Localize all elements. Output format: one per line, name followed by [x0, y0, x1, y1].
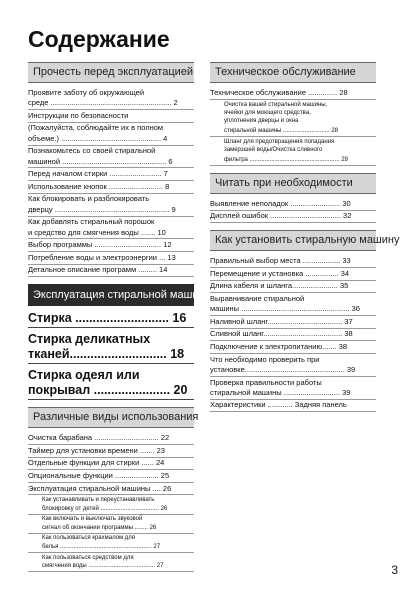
toc-entry[interactable]: Эксплуатация стиральной машины .... 26	[28, 484, 194, 496]
toc-entry[interactable]: Потребление воды и электроэнергии ... 13	[28, 253, 194, 265]
toc-entry[interactable]: Проверка правильности работы стиральной машины ........................... 39	[210, 378, 376, 400]
toc-entry[interactable]: Стирка деликатных тканей............................ 18	[28, 332, 194, 364]
toc-entry[interactable]: Как пользоваться средством для смягчения воды ........................................ 27	[28, 554, 194, 572]
toc-entry[interactable]: Как включать и выключать звуковой сигнал об окончании программы ........ 26	[28, 515, 194, 533]
toc-entry[interactable]: Дисплей ошибок .................................. 32	[210, 211, 376, 223]
toc-entry[interactable]: Опциональные функции ..................... 25	[28, 471, 194, 483]
toc-entry[interactable]: Отдельные функции для стирки ...... 24	[28, 458, 194, 470]
toc-section	[28, 407, 199, 572]
toc-entry[interactable]: Стирка ........................... 16	[28, 311, 194, 328]
toc-entry[interactable]: Сливной шланг...................................... 38	[210, 329, 376, 341]
toc-entry[interactable]: Длина кабеля и шланга...................... 35	[210, 281, 376, 293]
toc-section	[28, 62, 194, 277]
toc-entry[interactable]: Стирка одеял или покрывал ...................... 20	[28, 368, 194, 400]
section-heading: Эксплуатация стиральной машины	[28, 284, 194, 306]
toc-entry[interactable]: Перед началом стирки ......................... 7	[28, 169, 194, 181]
toc-entry[interactable]: Выбор программы ................................ 12	[28, 240, 194, 252]
page-number: 3	[391, 563, 398, 577]
toc-entry[interactable]: Очистка вашей стиральной машины, ячейки для моющего средства, уплотнения дверцы и окна	[224, 101, 328, 125]
toc-entry[interactable]: Правильный выбор места .................. 33	[210, 256, 376, 268]
section-heading: Техническое обслуживание	[210, 62, 376, 83]
toc-entry[interactable]: Что необходимо проверить при установке................................................ 39	[210, 355, 376, 377]
toc-entry[interactable]: Как добавлять стиральный порошок и средство для смягчения воды ....... 10	[28, 217, 194, 239]
toc-section	[210, 230, 400, 412]
section-heading: Различные виды использования	[28, 407, 194, 428]
toc-entry[interactable]: Шланг для предотвращения попадания замерзшей воды/Очистка сливного	[224, 138, 335, 154]
toc-entry[interactable]: Характеристики ............ Задняя панель	[210, 400, 376, 412]
toc-entry[interactable]: Как пользоваться крахмалом для белья ....................................................... 27	[28, 534, 194, 552]
section-heading: Читать при необходимости	[210, 173, 376, 194]
section-heading: Как установить стиральную машину	[210, 230, 376, 251]
page-title: Содержание	[28, 26, 170, 52]
toc-entry[interactable]: Выравнивание стиральной машины .................................................... 36	[210, 294, 376, 316]
toc-entry[interactable]: фильтра ...................................................... 29	[210, 156, 376, 166]
toc-entry[interactable]: Детальное описание программ ......... 14	[28, 265, 194, 277]
toc-entry[interactable]: Выявление неполадок ........................ 30	[210, 199, 376, 211]
toc-entry[interactable]: Проявите заботу об окружающей среде .......................................................... 2	[28, 88, 194, 110]
toc-entry[interactable]: Наливной шланг.................................... 37	[210, 317, 376, 329]
toc-entry[interactable]: Как устанавливать и переустанавливать блокировку от детей ................................... 26	[28, 496, 194, 514]
toc-left-column	[28, 62, 213, 579]
toc-entry[interactable]: Техническое обслуживание .............. 28	[210, 88, 376, 100]
toc-entry[interactable]: Как блокировать и разблокировать дверцу ....................................................... 9	[28, 194, 194, 216]
toc-entry[interactable]: Подключение к электропитанию....... 38	[210, 342, 376, 354]
toc-entry[interactable]: стиральной машины ............................ 28	[210, 127, 376, 137]
toc-section	[210, 62, 376, 166]
toc-entry[interactable]: (Пожалуйста, соблюдайте их в полном объеме.) ................................................ 4	[28, 123, 194, 145]
toc-entry[interactable]: Таймер для установки времени ....... 23	[28, 446, 194, 458]
section-heading: Прочесть перед эксплуатацией	[28, 62, 194, 83]
toc-entry[interactable]: Очистка барабана ............................... 22	[28, 433, 194, 445]
toc-entry[interactable]: Познакомьтесь со своей стиральной машиной .................................................. 6	[28, 146, 194, 168]
toc-right-column	[210, 62, 400, 419]
toc-entry[interactable]: Перемещение и установка ................ 34	[210, 269, 376, 281]
toc-entry[interactable]: Использование кнопок .......................... 8	[28, 182, 194, 194]
toc-section	[210, 173, 376, 223]
toc-entry[interactable]: Инструкции по безопасности	[28, 111, 194, 123]
toc-section	[28, 284, 213, 400]
